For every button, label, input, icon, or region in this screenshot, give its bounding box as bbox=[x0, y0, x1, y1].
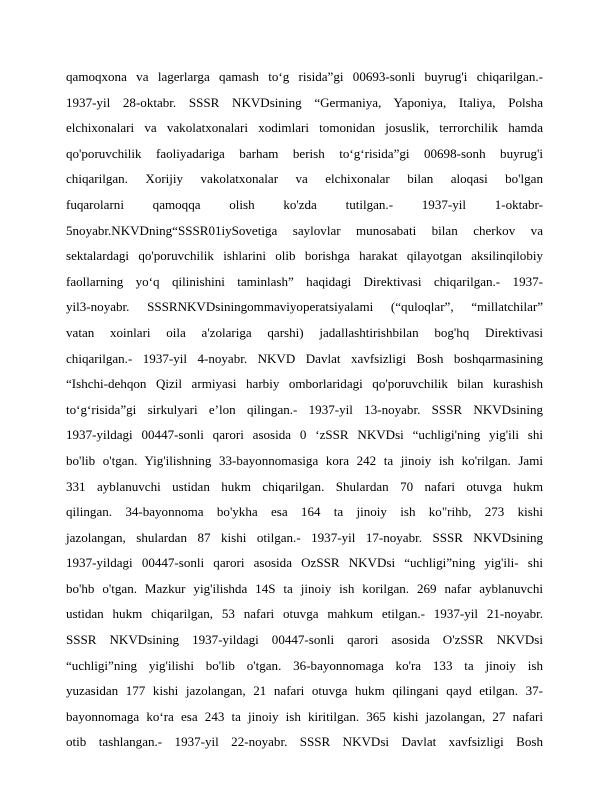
text-line: 5noyabr.NKVDning“SSSR01iySovetiga saylovlar munosabati bilan cherkov va bbox=[66, 222, 543, 238]
text-line: yil3-noyabr. SSSRNKVDsiningommaviyoperatsiyalami (“quloqlar”, “millatchilar” bbox=[66, 299, 543, 315]
text-line: chiqarilgan. Xorijiy vakolatxonalar va elchixonalar bilan aloqasi bo'lgan bbox=[66, 171, 543, 187]
text-line: bo'lib o'tgan. Yig'ilishning 33-bayonnomasiga kora 242 ta jinoiy ish ko'rilgan. Jami bbox=[66, 452, 543, 468]
text-line: SSSR NKVDsining 1937-yildagi 00447-sonli qarori asosida O'zSSR NKVDsi bbox=[66, 632, 543, 648]
text-line: sektalardagi qo'poruvchilik ishlarini olib borishga harakat qilayotgan aksilinqilobiy bbox=[66, 248, 543, 264]
text-line: yuzasidan 177 kishi jazolangan, 21 nafari otuvga hukm qilingani qayd etilgan. 37- bbox=[66, 683, 543, 699]
text-line: 1937-yil 28-oktabr. SSSR NKVDsining “Germaniya, Yaponiya, Italiya, Polsha bbox=[66, 94, 543, 110]
text-line: jazolangan, shulardan 87 kishi otilgan.- 1937-yil 17-noyabr. SSSR NKVDsining bbox=[66, 529, 543, 545]
text-line: 1937-yildagi 00447-sonli qarori asosida 0 ‘zSSR NKVDsi “uchligi'ning yig'ili shi bbox=[66, 427, 543, 443]
body-text bbox=[66, 64, 543, 755]
text-line: to‘g‘risida”gi sirkulyari e’lon qilingan.- 1937-yil 13-noyabr. SSSR NKVDsining bbox=[66, 401, 543, 417]
text-line: 331 ayblanuvchi ustidan hukm chiqarilgan. Shulardan 70 nafari otuvga hukm bbox=[66, 478, 543, 494]
text-line: qo'poruvchilik faoliyadariga barham berish to‘g‘risida”gi 00698-sonh buyrug'i bbox=[66, 145, 543, 161]
text-line: chiqarilgan.- 1937-yil 4-noyabr. NKVD Davlat xavfsizligi Bosh boshqarmasining bbox=[66, 350, 543, 366]
text-line: “Ishchi-dehqon Qizil armiyasi harbiy omborlaridagi qo'poruvchilik bilan kurashish bbox=[66, 376, 543, 392]
text-line: otib tashlangan.- 1937-yil 22-noyabr. SSSR NKVDsi Davlat xavfsizligi Bosh bbox=[66, 734, 543, 750]
text-line: vatan xoinlari oila a'zolariga qarshi) jadallashtirishbilan bog'hq Direktivasi bbox=[66, 324, 543, 340]
text-line: bayonnomaga ko‘ra esa 243 ta jinoiy ish kiritilgan. 365 kishi jazolangan, 27 nafari bbox=[66, 708, 543, 724]
text-line: qamoqxona va lagerlarga qamash to‘g risida”gi 00693-sonli buyrug'i chiqarilgan.- bbox=[66, 69, 543, 84]
text-line: faollarning yo‘q qilinishini taminlash” haqidagi Direktivasi chiqarilgan.- 1937- bbox=[66, 273, 543, 289]
text-line: ustidan hukm chiqarilgan, 53 nafari otuvga mahkum etilgan.- 1937-yil 21-noyabr. bbox=[66, 606, 543, 622]
text-line: fuqarolarni qamoqqa olish ko'zda tutilgan.- 1937-yil 1-oktabr- bbox=[66, 196, 543, 212]
text-line: “uchligi”ning yig'ilishi bo'lib o'tgan. 36-bayonnomaga ko'ra 133 ta jinoiy ish bbox=[66, 657, 543, 673]
text-line: 1937-yildagi 00447-sonli qarori asosida OzSSR NKVDsi “uchligi”ning yig'ili- shi bbox=[66, 555, 543, 571]
text-line: bo'hb o'tgan. Mazkur yig'ilishda 14S ta jinoiy ish korilgan. 269 nafar ayblanuvchi bbox=[66, 580, 543, 596]
text-line: elchixonalari va vakolatxonalari xodimlari tomonidan josuslik, terrorchilik hamda bbox=[66, 120, 543, 136]
text-line: qilingan. 34-bayonnoma bo'ykha esa 164 ta jinoiy ish ko"rihb, 273 kishi bbox=[66, 504, 543, 520]
